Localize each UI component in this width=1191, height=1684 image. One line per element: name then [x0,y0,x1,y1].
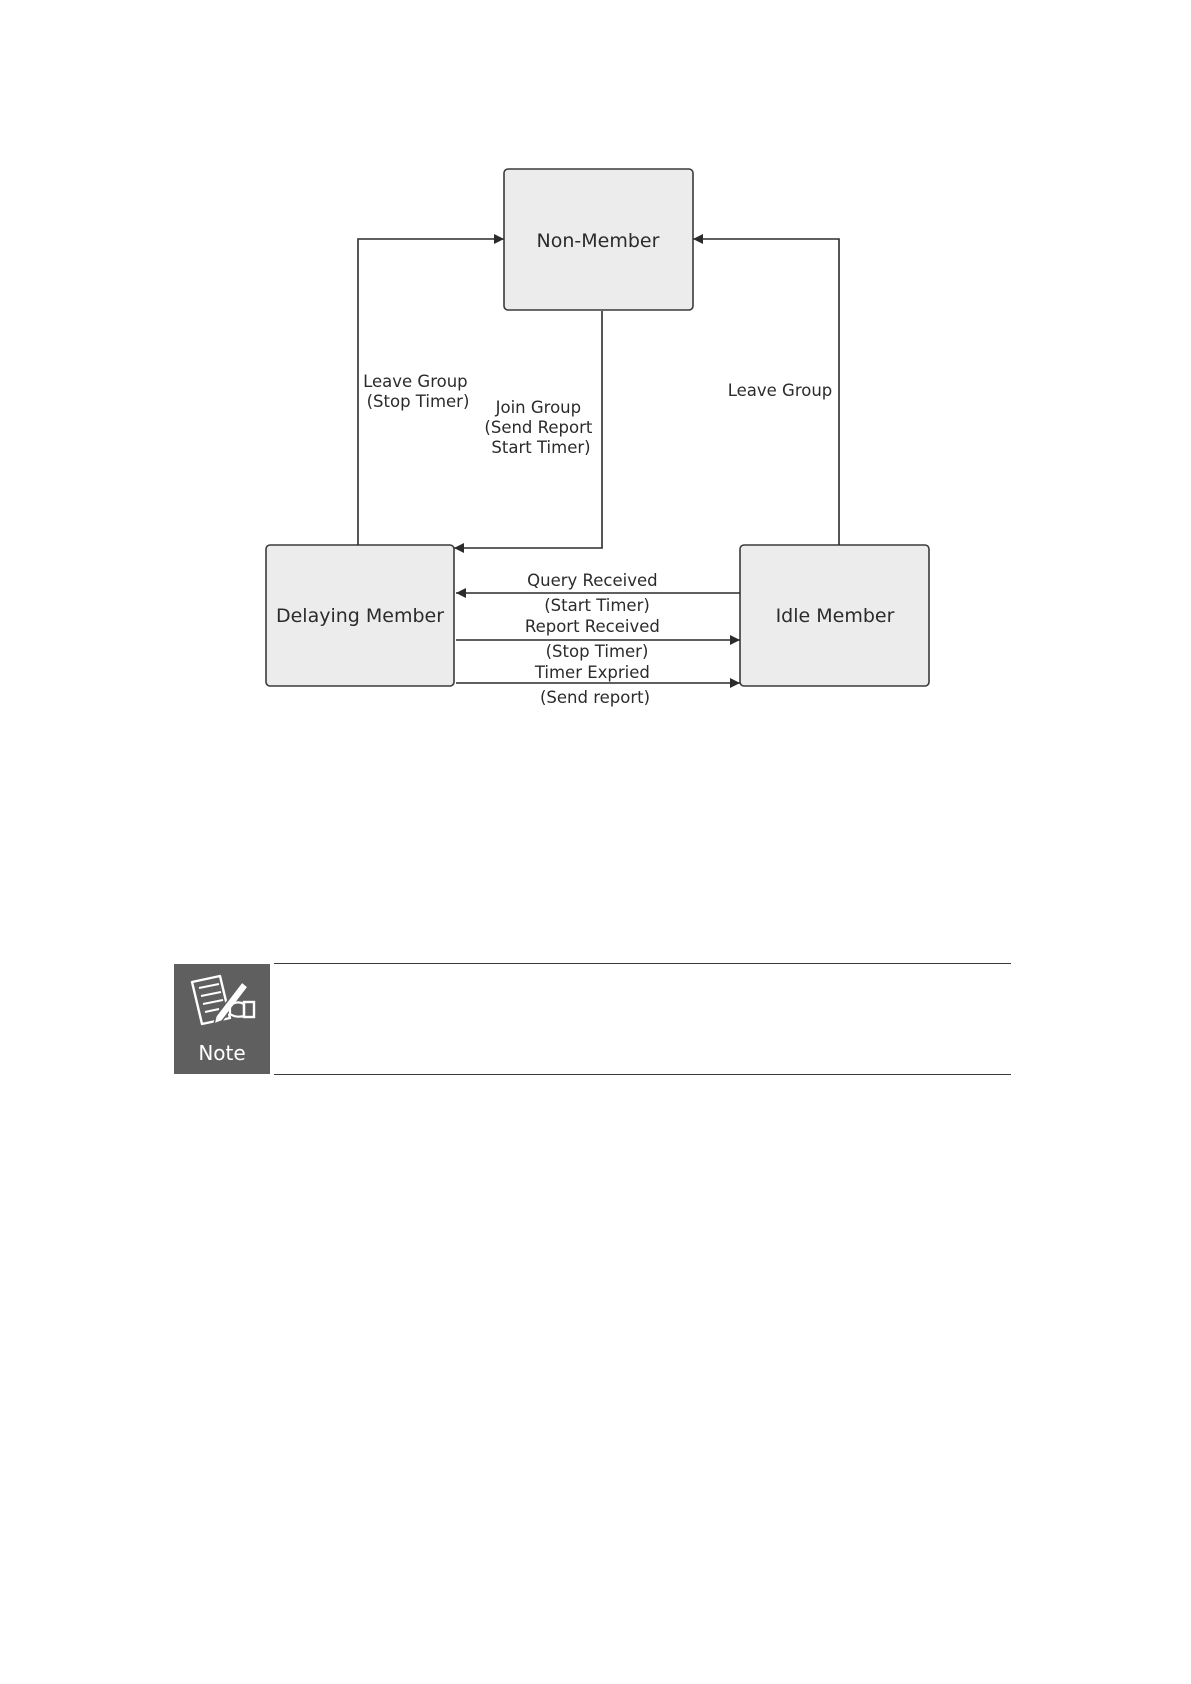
note-label: Note [198,1041,246,1065]
label-query-received: Query Received (Start Timer) [527,571,658,615]
note-divider-bottom [274,1074,1011,1075]
label-report-received: Report Received (Stop Timer) [524,617,660,661]
state-idle-member [740,545,929,686]
label-leave-group-right: Leave Group [727,381,833,400]
note-badge [174,964,270,1074]
state-label-non-member: Non-Member [536,230,660,252]
state-delaying-member [266,545,454,686]
state-non-member [504,169,693,310]
note-divider-top [274,963,1011,964]
label-timer-expired: Timer Expried (Send report) [534,663,651,707]
state-label-idle-member: Idle Member [775,605,895,627]
label-leave-group-left: Leave Group (Stop Timer) [363,372,470,411]
note-pencil-icon [186,972,258,1036]
label-join-group: Join Group (Send Report Start Timer) [484,398,593,457]
state-label-delaying-member: Delaying Member [275,605,445,627]
